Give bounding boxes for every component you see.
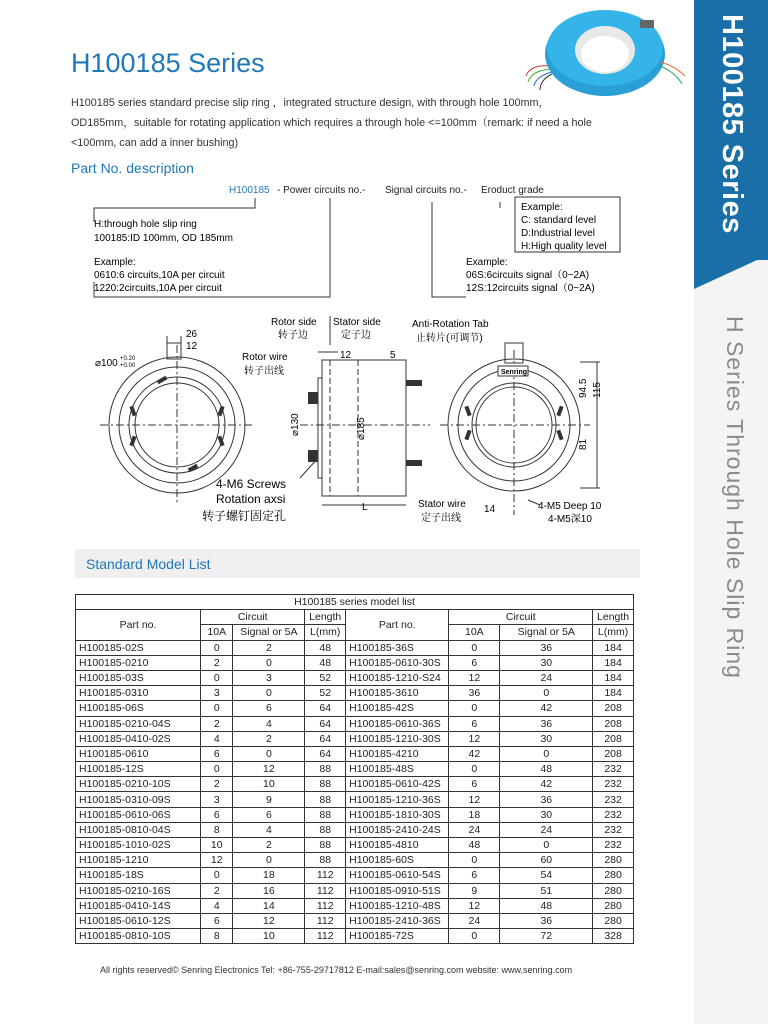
- table-cell: 48: [305, 640, 346, 655]
- rotation-axis-label: Rotation axsi: [216, 492, 286, 506]
- table-row: [76, 898, 634, 913]
- grade-3: H:High quality level: [521, 241, 607, 252]
- stator-side-cn: 定子边: [341, 330, 371, 341]
- table-cell: 112: [305, 913, 346, 928]
- h-line2: 100185:ID 100mm, OD 185mm: [94, 233, 233, 244]
- dim-5: 5: [390, 350, 396, 361]
- table-cell: H100185-18S: [76, 868, 201, 883]
- table-cell: 184: [593, 686, 634, 701]
- table-cell: 6: [449, 868, 500, 883]
- table-row: [76, 640, 634, 655]
- header-signal-2: Signal or 5A: [500, 625, 593, 640]
- rotor-wire-label: Rotor wire: [242, 352, 288, 363]
- dim-dia100: ⌀100: [95, 358, 118, 369]
- table-cell: 51: [500, 883, 593, 898]
- table-cell: 42: [500, 701, 593, 716]
- table-cell: H100185-0610-06S: [76, 807, 201, 822]
- dim-14: 14: [484, 504, 496, 515]
- rotor-wire-cn: 转子出线: [244, 366, 284, 377]
- table-cell: 280: [593, 898, 634, 913]
- header-lmm: L(mm): [305, 625, 346, 640]
- example-left-1: 0610:6 circuits,10A per circuit: [94, 270, 225, 281]
- table-row: [76, 792, 634, 807]
- table-cell: H100185-0610-36S: [346, 716, 449, 731]
- table-cell: 36: [500, 792, 593, 807]
- table-cell: 6: [233, 701, 305, 716]
- table-cell: H100185-0310: [76, 686, 201, 701]
- table-cell: H100185-0210-16S: [76, 883, 201, 898]
- table-cell: 0: [449, 640, 500, 655]
- table-cell: H100185-0210-04S: [76, 716, 201, 731]
- table-cell: 0: [500, 746, 593, 761]
- table-cell: 24: [500, 670, 593, 685]
- table-cell: 64: [305, 701, 346, 716]
- stator-side-label: Stator side: [333, 317, 381, 328]
- table-row: [76, 853, 634, 868]
- table-row: [76, 655, 634, 670]
- header-10a: 10A: [201, 625, 233, 640]
- table-cell: 14: [233, 898, 305, 913]
- table-cell: 6: [201, 807, 233, 822]
- table-cell: 4: [201, 898, 233, 913]
- table-cell: 2: [201, 777, 233, 792]
- table-cell: H100185-72S: [346, 929, 449, 944]
- table-cell: 8: [201, 929, 233, 944]
- table-cell: 0: [233, 686, 305, 701]
- table-cell: 36: [449, 686, 500, 701]
- table-cell: 0: [201, 762, 233, 777]
- table-cell: 0: [233, 655, 305, 670]
- table-cell: H100185-0210-10S: [76, 777, 201, 792]
- model-table: [75, 594, 634, 944]
- table-cell: 64: [305, 731, 346, 746]
- table-cell: H100185-0410-14S: [76, 898, 201, 913]
- table-cell: H100185-4810: [346, 838, 449, 853]
- table-cell: H100185-0610-42S: [346, 777, 449, 792]
- table-cell: H100185-60S: [346, 853, 449, 868]
- table-cell: 2: [201, 716, 233, 731]
- table-cell: 88: [305, 762, 346, 777]
- table-cell: H100185-0610-54S: [346, 868, 449, 883]
- header-length-2: Length: [593, 610, 634, 625]
- table-row: [76, 670, 634, 685]
- table-cell: 280: [593, 868, 634, 883]
- table-cell: 9: [233, 792, 305, 807]
- table-cell: 232: [593, 792, 634, 807]
- table-cell: 280: [593, 913, 634, 928]
- table-cell: 0: [449, 762, 500, 777]
- table-cell: 6: [449, 777, 500, 792]
- table-cell: 72: [500, 929, 593, 944]
- table-cell: 0: [201, 640, 233, 655]
- standard-model-list-heading: Standard Model List: [86, 556, 211, 572]
- rotor-side-cn: 转子边: [278, 330, 308, 341]
- table-cell: 42: [449, 746, 500, 761]
- table-cell: 2: [201, 883, 233, 898]
- table-cell: 6: [449, 716, 500, 731]
- table-cell: 3: [201, 686, 233, 701]
- table-row: [76, 701, 634, 716]
- table-cell: 112: [305, 929, 346, 944]
- table-cell: 12: [201, 853, 233, 868]
- dim-94-5: 94.5: [578, 378, 589, 398]
- header-length: Length: [305, 610, 346, 625]
- table-cell: H100185-0210: [76, 655, 201, 670]
- table-cell: 12: [449, 670, 500, 685]
- anti-rotation-tab-cn: 止转片(可调节): [416, 333, 483, 344]
- header-10a-2: 10A: [449, 625, 500, 640]
- table-cell: 30: [500, 807, 593, 822]
- table-cell: 9: [449, 883, 500, 898]
- anti-rotation-tab-label: Anti-Rotation Tab: [412, 319, 489, 330]
- table-cell: 208: [593, 731, 634, 746]
- part-no-heading: Part No. description: [71, 160, 194, 176]
- table-cell: H100185-48S: [346, 762, 449, 777]
- table-cell: 232: [593, 762, 634, 777]
- table-cell: 208: [593, 716, 634, 731]
- table-row: [76, 686, 634, 701]
- table-cell: H100185-1010-02S: [76, 838, 201, 853]
- part-code: H100185: [229, 185, 270, 196]
- table-cell: 2: [201, 655, 233, 670]
- table-cell: 232: [593, 807, 634, 822]
- table-cell: H100185-1210-36S: [346, 792, 449, 807]
- table-cell: H100185-12S: [76, 762, 201, 777]
- table-cell: H100185-03S: [76, 670, 201, 685]
- table-cell: H100185-0310-09S: [76, 792, 201, 807]
- sidebar-series-title: H100185 Series: [716, 14, 748, 234]
- table-cell: 52: [305, 686, 346, 701]
- dim-12: 12: [186, 341, 198, 352]
- table-cell: H100185-02S: [76, 640, 201, 655]
- grade-2: D:Industrial level: [521, 228, 595, 239]
- table-cell: H100185-0610: [76, 746, 201, 761]
- table-row: [76, 838, 634, 853]
- table-row: [76, 883, 634, 898]
- table-cell: 3: [201, 792, 233, 807]
- table-cell: H100185-42S: [346, 701, 449, 716]
- example-right-2: 12S:12circuits signal（0~2A): [466, 283, 595, 294]
- example-right-1: 06S:6circuits signal（0~2A): [466, 270, 590, 281]
- table-cell: 0: [201, 670, 233, 685]
- table-cell: H100185-0810-10S: [76, 929, 201, 944]
- table-cell: 2: [233, 838, 305, 853]
- m5-cn: 4-M5深10: [548, 514, 592, 525]
- table-cell: 24: [500, 822, 593, 837]
- h-line1: H:through hole slip ring: [94, 219, 197, 230]
- grade-title: Example:: [521, 202, 563, 213]
- table-cell: 52: [305, 670, 346, 685]
- table-cell: 232: [593, 822, 634, 837]
- table-cell: 6: [201, 913, 233, 928]
- table-cell: 42: [500, 777, 593, 792]
- table-cell: 0: [500, 686, 593, 701]
- table-cell: H100185-0610-12S: [76, 913, 201, 928]
- table-cell: H100185-1210-S24: [346, 670, 449, 685]
- table-cell: H100185-2410-36S: [346, 913, 449, 928]
- sidebar-diagonal: [694, 255, 768, 291]
- product-photo: [520, 6, 690, 106]
- table-cell: 64: [305, 716, 346, 731]
- table-cell: 2: [233, 640, 305, 655]
- table-row: [76, 731, 634, 746]
- intro-paragraph: H100185 series standard precise slip ring ，integrated structure design, with through hole 100mm，OD185mm，suitable for rotating application which requires a through hole <=100mm（remark: if need a hole <100mm, can add a inner bushing): [71, 97, 592, 149]
- table-cell: 64: [305, 746, 346, 761]
- table-cell: H100185-36S: [346, 640, 449, 655]
- standard-model-list-bar: [75, 549, 640, 578]
- table-cell: H100185-0410-02S: [76, 731, 201, 746]
- table-cell: 6: [449, 655, 500, 670]
- table-cell: 88: [305, 777, 346, 792]
- table-cell: 18: [233, 868, 305, 883]
- table-cell: H100185-1810-30S: [346, 807, 449, 822]
- table-cell: 60: [500, 853, 593, 868]
- table-cell: 88: [305, 853, 346, 868]
- table-cell: 24: [449, 913, 500, 928]
- table-cell: 208: [593, 746, 634, 761]
- table-cell: 232: [593, 838, 634, 853]
- table-cell: 0: [449, 929, 500, 944]
- dim-115: 115: [592, 382, 603, 398]
- table-cell: 0: [449, 853, 500, 868]
- dim-12-side: 12: [340, 350, 352, 361]
- header-circuit: Circuit: [201, 610, 305, 625]
- table-cell: 12: [449, 731, 500, 746]
- table-cell: 4: [233, 822, 305, 837]
- table-cell: H100185-1210: [76, 853, 201, 868]
- table-cell: H100185-0910-51S: [346, 883, 449, 898]
- table-cell: 6: [233, 807, 305, 822]
- grade-1: C: standard level: [521, 215, 597, 226]
- dim-L: L: [362, 502, 368, 513]
- table-cell: 6: [201, 746, 233, 761]
- table-cell: 280: [593, 853, 634, 868]
- header-lmm-2: L(mm): [593, 625, 634, 640]
- example-left-2: 1220:2circuits,10A per circuit: [94, 283, 222, 294]
- table-cell: 232: [593, 777, 634, 792]
- table-cell: 112: [305, 883, 346, 898]
- table-cell: 30: [500, 655, 593, 670]
- tol-top: +0.20: [120, 356, 136, 362]
- part-code-signal: Signal circuits no.-: [385, 185, 467, 196]
- table-cell: 0: [233, 746, 305, 761]
- header-part-no-2: Part no.: [346, 610, 449, 640]
- dim-81: 81: [578, 438, 589, 450]
- table-cell: 88: [305, 807, 346, 822]
- table-cell: H100185-0810-04S: [76, 822, 201, 837]
- table-row: [76, 746, 634, 761]
- table-cell: 88: [305, 792, 346, 807]
- example-right-title: Example:: [466, 257, 508, 268]
- table-cell: 36: [500, 640, 593, 655]
- table-cell: 0: [233, 853, 305, 868]
- dim-dia130: ⌀130: [290, 413, 301, 436]
- table-cell: H100185-2410-24S: [346, 822, 449, 837]
- table-cell: H100185-1210-30S: [346, 731, 449, 746]
- table-cell: 48: [305, 655, 346, 670]
- table-cell: 30: [500, 731, 593, 746]
- table-cell: 12: [233, 913, 305, 928]
- table-cell: 48: [500, 898, 593, 913]
- table-cell: 10: [233, 777, 305, 792]
- table-cell: 12: [449, 898, 500, 913]
- table-cell: 0: [201, 701, 233, 716]
- table-cell: 112: [305, 868, 346, 883]
- table-cell: 112: [305, 898, 346, 913]
- page-title: H100185 Series: [71, 48, 265, 78]
- table-cell: 184: [593, 670, 634, 685]
- table-cell: 4: [233, 716, 305, 731]
- table-cell: 36: [500, 913, 593, 928]
- dim-dia185: ⌀185: [356, 417, 367, 440]
- sidebar-subtitle: H Series Through Hole Slip Ring: [722, 316, 748, 679]
- table-cell: 16: [233, 883, 305, 898]
- table-row: [76, 913, 634, 928]
- table-cell: 88: [305, 838, 346, 853]
- rotor-side-label: Rotor side: [271, 317, 317, 328]
- part-code-power: - Power circuits no.-: [277, 185, 366, 196]
- brand-label: Senring: [501, 369, 528, 376]
- table-cell: H100185-06S: [76, 701, 201, 716]
- stator-wire-cn: 定子出线: [421, 513, 461, 524]
- tol-bot: +0.00: [120, 363, 136, 369]
- m5-label: 4-M5 Deep 10: [538, 501, 602, 512]
- table-cell: 208: [593, 701, 634, 716]
- table-caption: H100185 series model list: [76, 595, 634, 610]
- table-row: [76, 777, 634, 792]
- footer: All rights reserved© Senring Electronics Tel: +86-755-29717812 E-mail:sales@senring.com website: www.senring.com: [100, 965, 573, 975]
- example-left-title: Example:: [94, 257, 136, 268]
- technical-drawing: [0, 180, 690, 540]
- table-cell: H100185-0610-30S: [346, 655, 449, 670]
- table-row: [76, 807, 634, 822]
- table-cell: 184: [593, 655, 634, 670]
- table-cell: 24: [449, 822, 500, 837]
- table-cell: 184: [593, 640, 634, 655]
- screws-cn: 转子螺钉固定孔: [202, 509, 287, 523]
- table-cell: 88: [305, 822, 346, 837]
- header-part-no: Part no.: [76, 610, 201, 640]
- screws-label: 4-M6 Screws: [216, 477, 287, 491]
- table-cell: 18: [449, 807, 500, 822]
- table-cell: 10: [201, 838, 233, 853]
- table-cell: 36: [500, 716, 593, 731]
- table-row: [76, 822, 634, 837]
- table-cell: H100185-3610: [346, 686, 449, 701]
- table-cell: 12: [449, 792, 500, 807]
- dim-26: 26: [186, 329, 198, 340]
- table-cell: 0: [449, 701, 500, 716]
- table-cell: 10: [233, 929, 305, 944]
- header-signal: Signal or 5A: [233, 625, 305, 640]
- table-cell: 4: [201, 731, 233, 746]
- table-cell: 48: [500, 762, 593, 777]
- table-cell: 0: [201, 868, 233, 883]
- table-cell: 328: [593, 929, 634, 944]
- part-code-grade: Eroduct grade: [481, 185, 544, 196]
- table-cell: H100185-1210-48S: [346, 898, 449, 913]
- table-cell: 2: [233, 731, 305, 746]
- header-circuit-2: Circuit: [449, 610, 593, 625]
- table-cell: 8: [201, 822, 233, 837]
- table-cell: 12: [233, 762, 305, 777]
- table-row: [76, 929, 634, 944]
- table-row: [76, 716, 634, 731]
- stator-wire-label: Stator wire: [418, 499, 466, 510]
- table-cell: 3: [233, 670, 305, 685]
- table-cell: 54: [500, 868, 593, 883]
- table-cell: 48: [449, 838, 500, 853]
- table-cell: 280: [593, 883, 634, 898]
- table-cell: 0: [500, 838, 593, 853]
- table-row: [76, 868, 634, 883]
- table-cell: H100185-4210: [346, 746, 449, 761]
- table-row: [76, 762, 634, 777]
